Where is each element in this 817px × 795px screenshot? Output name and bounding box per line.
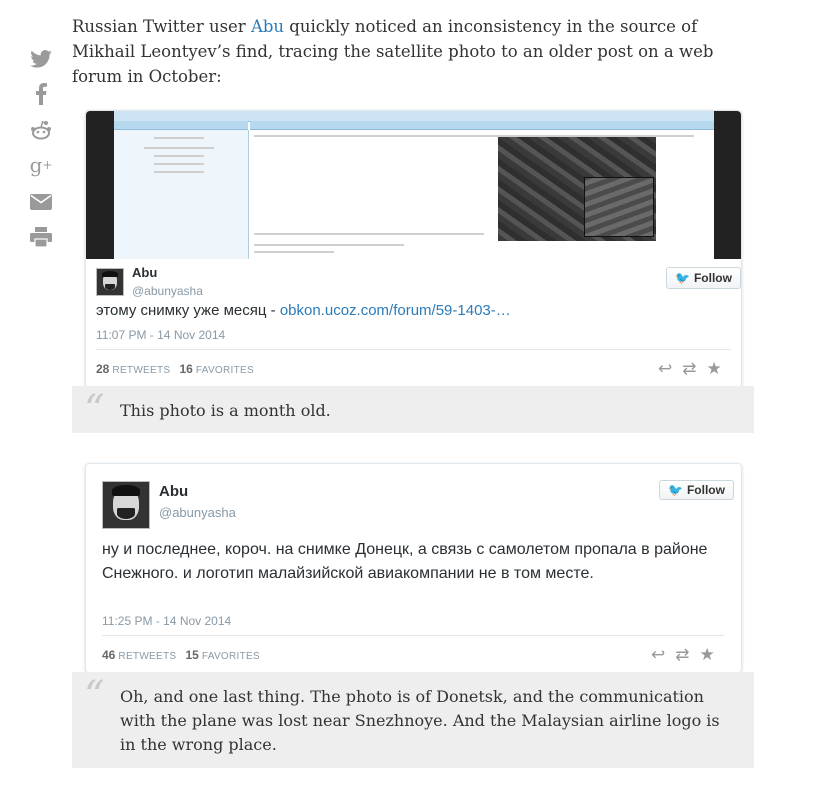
retweet-icon[interactable]: ⇄ xyxy=(675,645,690,664)
retweet-count[interactable]: 46 xyxy=(102,648,116,662)
follow-label: Follow xyxy=(686,483,725,497)
tweet-text-body: этому снимку уже месяц - xyxy=(96,302,280,319)
avatar[interactable] xyxy=(102,481,150,529)
facebook-icon[interactable] xyxy=(26,81,56,107)
twitter-bird-icon: 🐦 xyxy=(675,271,690,285)
tweet-timestamp[interactable]: 11:07 PM - 14 Nov 2014 xyxy=(96,328,226,342)
follow-button[interactable] xyxy=(659,480,734,500)
intro-paragraph xyxy=(72,14,742,89)
tweet-text xyxy=(96,301,511,321)
reply-icon[interactable]: ↩ xyxy=(658,359,673,378)
favorite-count[interactable]: 15 xyxy=(185,648,199,662)
twitter-bird-icon: 🐦 xyxy=(668,483,683,497)
tweet-text: ну и последнее, короч. на снимке Донецк, а связь с самолетом пропала в районе Снежного. и логотип малайзийской авиакомпании не в том месте. xyxy=(102,541,708,582)
tweet-actions xyxy=(651,645,715,665)
favorite-star-icon[interactable]: ★ xyxy=(699,645,715,664)
quote-mark-icon: “ xyxy=(84,673,105,719)
favorite-star-icon[interactable]: ★ xyxy=(706,359,722,378)
author-name[interactable]: Abu xyxy=(159,483,189,500)
retweets-label: RETWEETS xyxy=(118,651,177,662)
google-plus-icon[interactable]: g + xyxy=(29,153,53,177)
forum-screenshot xyxy=(114,111,714,259)
tweet-actions xyxy=(658,359,722,379)
embedded-tweet-1 xyxy=(85,110,742,388)
translation-quote-1 xyxy=(72,386,754,433)
author-handle[interactable]: @abunyasha xyxy=(159,505,236,520)
intro-text: Russian Twitter user xyxy=(72,17,251,36)
quote-text: Oh, and one last thing. The photo is of Donetsk, and the communication with the plane was lost near Snezhnoye. And the Malaysian airline logo is in the wrong place. xyxy=(120,687,720,754)
favorites-label: FAVORITES xyxy=(201,651,260,662)
author-name[interactable]: Abu xyxy=(132,265,158,280)
follow-label: Follow xyxy=(693,271,732,285)
reply-icon[interactable]: ↩ xyxy=(651,645,666,664)
author-handle[interactable]: @abunyasha xyxy=(132,284,203,298)
favorite-count[interactable]: 16 xyxy=(179,362,193,376)
translation-quote-2 xyxy=(72,672,754,768)
quote-mark-icon: “ xyxy=(84,387,105,433)
intro-text-cont: quickly noticed an inconsistency in the source of Mikhail Leontyev’s find, tracing the satellite photo to an older post on a web forum in October: xyxy=(72,17,714,86)
follow-button[interactable] xyxy=(666,267,741,289)
abu-link[interactable]: Abu xyxy=(250,17,285,36)
quote-text: This photo is a month old. xyxy=(120,401,331,420)
print-icon[interactable] xyxy=(26,224,56,250)
divider xyxy=(102,635,724,636)
tweet-timestamp[interactable]: 11:25 PM - 14 Nov 2014 xyxy=(102,614,232,628)
divider xyxy=(96,349,731,350)
email-icon[interactable] xyxy=(26,189,56,215)
reddit-icon[interactable] xyxy=(26,117,56,143)
retweet-icon[interactable]: ⇄ xyxy=(682,359,697,378)
avatar[interactable] xyxy=(96,268,124,296)
tweet-link[interactable]: obkon.ucoz.com/forum/59-1403-… xyxy=(279,302,511,319)
tweet-stats xyxy=(102,648,266,662)
embedded-tweet-2 xyxy=(85,463,742,673)
tweet-media-screenshot[interactable] xyxy=(86,111,741,259)
tweet-stats xyxy=(96,362,260,376)
retweets-label: RETWEETS xyxy=(112,365,171,376)
retweet-count[interactable]: 28 xyxy=(96,362,110,376)
twitter-icon[interactable] xyxy=(26,46,56,72)
favorites-label: FAVORITES xyxy=(195,365,254,376)
